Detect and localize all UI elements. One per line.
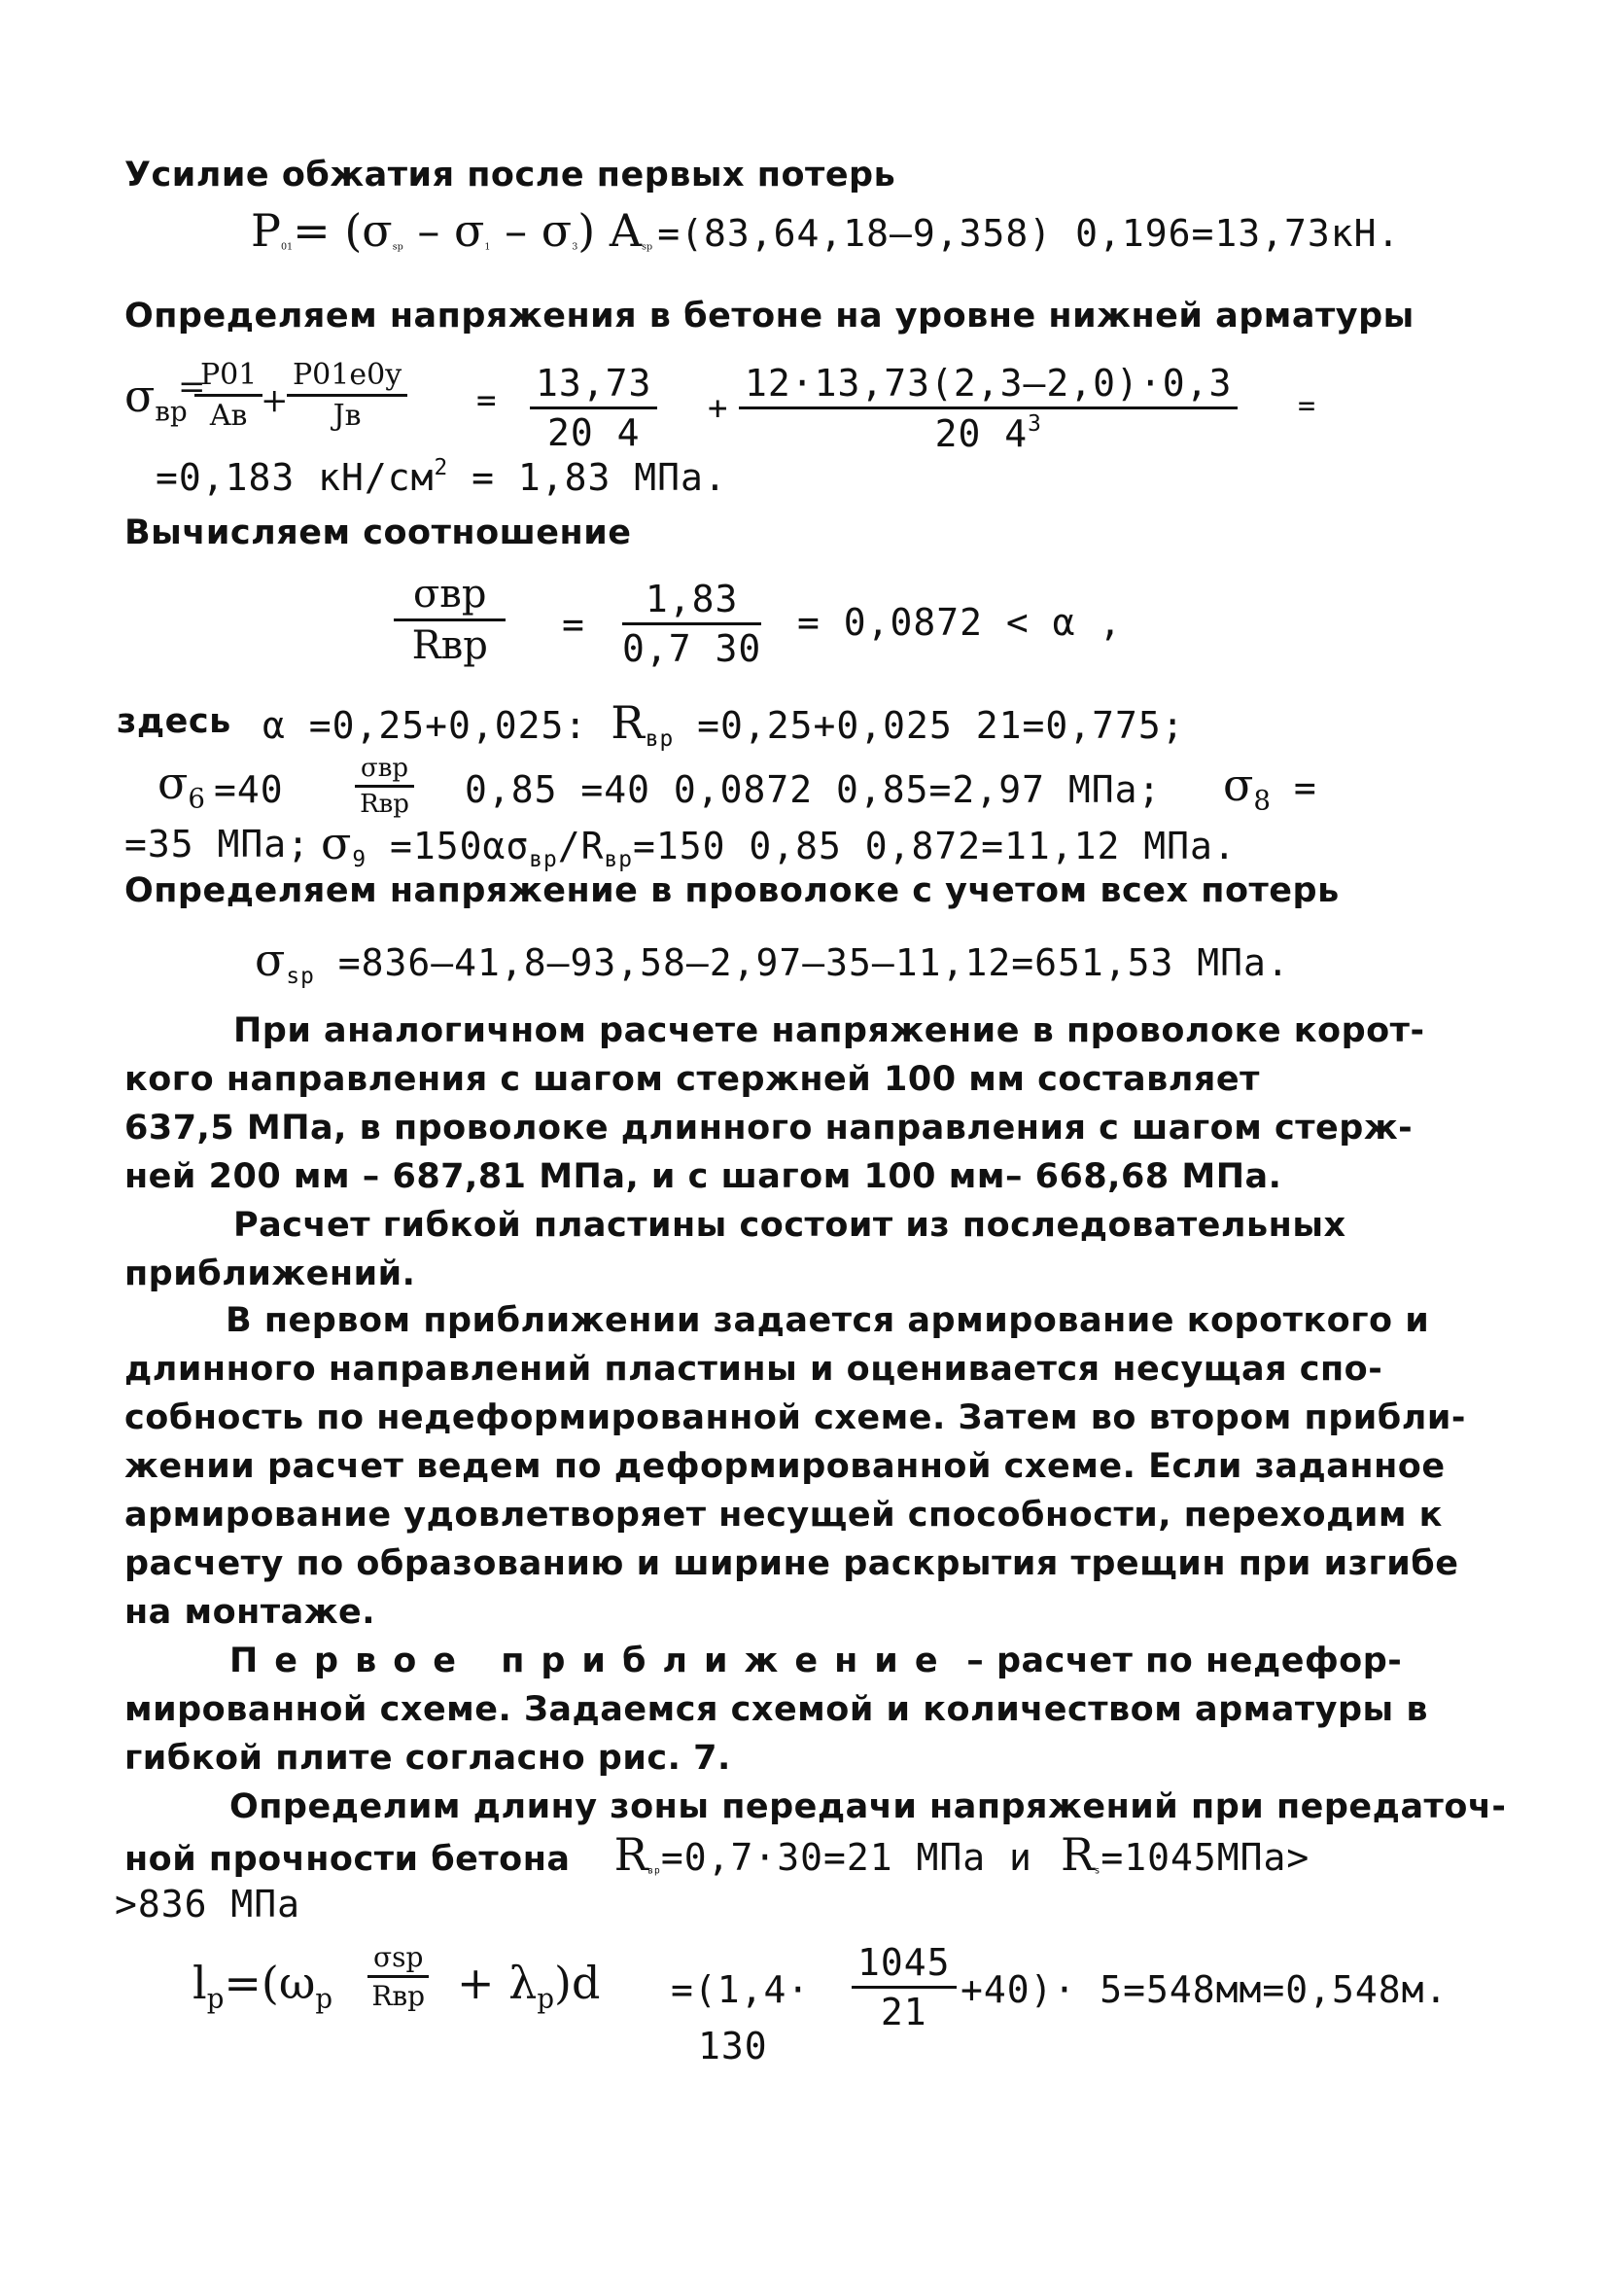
formula-subscript: 01: [280, 241, 294, 253]
text-line: кого направления с шагом стержней 100 мм составляет: [124, 1060, 1260, 1099]
fraction: [355, 754, 414, 819]
fraction-numerator: σвр: [394, 572, 506, 621]
formula-subscript: 3: [572, 241, 578, 253]
formula-subscript: sp: [392, 241, 403, 253]
fraction: [194, 358, 262, 433]
fraction-numerator: 1045: [852, 1941, 957, 1989]
fraction-denominator: Rвр: [371, 1980, 426, 2012]
formula-symbol: $\sigma_6$: [157, 757, 205, 815]
text-line: ной прочности бетона $R_{вр}=0,7\cdot 30=21$ МПа и $R_s=1045МПа>$: [124, 1828, 1310, 1881]
text-line: Усилие обжатия после первых потерь: [124, 156, 896, 194]
spaced-term: Первое приближение: [229, 1642, 955, 1680]
formula-symbol: =: [562, 603, 585, 646]
formula-symbol: = (σ: [293, 204, 393, 257]
fraction-denominator: Rвр: [411, 623, 488, 668]
text-line: Вычисляем соотношение: [124, 513, 632, 552]
text-line: >836 МПа: [115, 1883, 301, 1925]
formula-symbol: $l_p=(\omega_p$: [192, 1957, 333, 2015]
fraction-denominator: 21: [880, 1991, 927, 2033]
formula-subscript: sp: [642, 241, 653, 253]
fraction-denominator: Aв: [209, 399, 248, 433]
fraction: [530, 362, 657, 454]
formula-value: +40)· 5=548мм=0,548м.: [961, 1968, 1449, 2011]
text-line: приближений.: [124, 1254, 416, 1293]
fraction: [287, 358, 407, 433]
formula-value: =(83,64,18–9,358) 0,196=13,73кН.: [657, 212, 1401, 255]
text-line: собность по недеформированной схеме. Затем во втором прибли-: [124, 1398, 1466, 1437]
text-line: длинного направлений пластины и оценивается несущая спо-: [124, 1350, 1383, 1389]
text-line: Первое приближение – расчет по недефор-: [229, 1642, 1403, 1680]
text-line: Определим длину зоны передачи напряжений при передаточ-: [229, 1787, 1507, 1826]
formula-value: = 0,0872 < α ,: [797, 601, 1123, 644]
fraction-numerator: σsp: [367, 1941, 429, 1978]
fraction: [852, 1941, 957, 2033]
fraction-denominator: 20 4: [546, 411, 641, 454]
fraction-numerator: σвр: [355, 754, 414, 788]
fraction: [367, 1941, 429, 2012]
text-line: гибкой плите согласно рис. 7.: [124, 1739, 731, 1778]
formula-value: $\sigma_{sp} =836-41,8-93,58-2,97-35-11,12=651,53$ МПа.: [255, 934, 1290, 989]
fraction: [739, 362, 1238, 455]
formula-result: =0,183 $кН/см^2 = 1,83$ МПа.: [156, 455, 727, 499]
fraction-numerator: P01: [194, 358, 262, 397]
text-line: расчету по образованию и ширине раскрытия трещин при изгибе: [124, 1544, 1459, 1583]
text-line: жении расчет ведем по деформированной схеме. Если заданное: [124, 1447, 1446, 1486]
formula-symbol: $\sigma_{вр}$: [124, 370, 188, 428]
fraction: [622, 578, 761, 670]
formula-symbol: =: [178, 368, 206, 406]
formula-subscript: 1: [484, 241, 491, 253]
formula-value: =(1,4·: [671, 1968, 811, 2011]
formula-symbol: ) A: [577, 204, 643, 257]
formula-symbol: +: [261, 381, 289, 420]
fraction-denominator: Jв: [332, 399, 362, 433]
text-line: При аналогичном расчете напряжение в проволоке корот-: [233, 1011, 1425, 1050]
formula-value: 0,85 =40 0,0872 0,85=2,97 МПа;: [465, 768, 1162, 811]
formula-p01: [251, 204, 1400, 257]
formula-symbol: $\sigma_8$ =: [1223, 759, 1317, 817]
formula-value: =40: [214, 768, 284, 811]
fraction-denominator: 0,7 30: [622, 627, 762, 670]
text-line: мированной схеме. Задаемся схемой и количеством арматуры в: [124, 1690, 1429, 1729]
formula-symbol: +: [708, 389, 729, 428]
formula-value: =35 МПа;: [124, 823, 311, 865]
fraction-denominator: 20 $4^3$: [934, 411, 1042, 455]
text-line: Определяем напряжения в бетоне на уровне нижней арматуры: [124, 297, 1415, 336]
text-line: армирование удовлетворяет несущей способности, переходим к: [124, 1496, 1443, 1535]
fraction-numerator: 13,73: [530, 362, 657, 409]
formula-symbol: – σ: [490, 204, 573, 257]
formula-value: $\sigma_9 =150\alpha\sigma_{вр}/R_{вр}=150$ 0,85 0,872=11,12 МПа.: [321, 817, 1237, 872]
text-line: ней 200 мм – 687,81 МПа, и с шагом 100 мм– 668,68 МПа.: [124, 1157, 1282, 1196]
fraction-numerator: 1,83: [622, 578, 761, 625]
formula-value: α =0,25+0,025: $R_{вр} =0,25+0,025$ 21=0,775;: [262, 696, 1185, 752]
page-number: 130: [698, 2025, 768, 2067]
text-line: 637,5 МПа, в проволоке длинного направления с шагом стерж-: [124, 1109, 1414, 1148]
formula-symbol: =: [1298, 389, 1317, 423]
formula-symbol: + $\lambda_p)d$: [457, 1957, 601, 2015]
formula-symbol: – σ: [402, 204, 485, 257]
formula-symbol: =: [476, 381, 498, 420]
text-line: здесь: [117, 702, 231, 741]
text-line: Расчет гибкой пластины состоит из последовательных: [233, 1206, 1346, 1245]
fraction-numerator: P01e0y: [287, 358, 407, 397]
fraction: [394, 572, 506, 668]
text-line: Определяем напряжение в проволоке с учетом всех потерь: [124, 871, 1340, 910]
text-line: на монтаже.: [124, 1593, 376, 1632]
fraction-numerator: 12·13,73(2,3–2,0)·0,3: [739, 362, 1238, 409]
text-line: В первом приближении задается армирование короткого и: [226, 1301, 1430, 1340]
fraction-denominator: Rвр: [360, 790, 409, 819]
formula-symbol: P: [251, 204, 281, 257]
